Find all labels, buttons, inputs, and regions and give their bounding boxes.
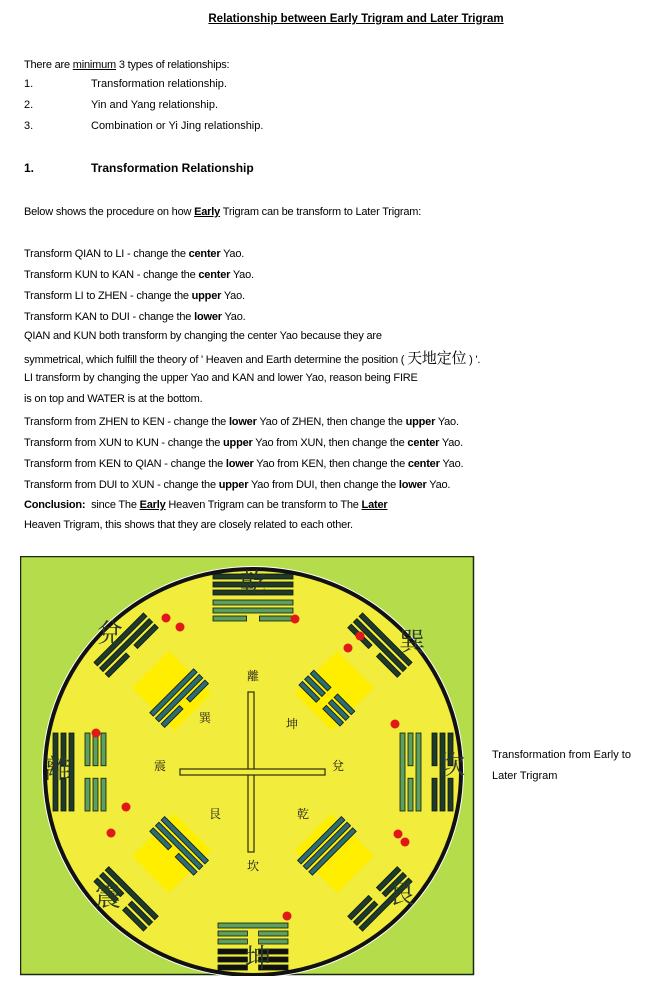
transform-yao: upper bbox=[223, 437, 253, 449]
inner-label-top: 離 bbox=[246, 669, 260, 683]
red-marker bbox=[176, 623, 185, 632]
procedure-intro bbox=[24, 206, 421, 218]
yao-broken bbox=[93, 733, 98, 766]
transform-text: Transform QIAN to LI - change the bbox=[24, 248, 189, 260]
yao-broken bbox=[218, 939, 247, 944]
red-marker bbox=[344, 644, 353, 653]
type-label: Transformation relationship. bbox=[91, 78, 227, 90]
transform-line bbox=[24, 479, 450, 491]
explanation-line: is on top and WATER is at the bottom. bbox=[24, 393, 203, 405]
transform-line bbox=[24, 248, 244, 260]
figure-caption-line-1: Transformation from Early to bbox=[492, 749, 631, 761]
transform-text: Yao. bbox=[426, 479, 451, 491]
inner-label-bottom: 坎 bbox=[246, 859, 260, 873]
yao-broken bbox=[93, 778, 98, 811]
transform-text: Transform KAN to DUI - change the bbox=[24, 311, 195, 323]
outer-label-top: 乾 bbox=[239, 569, 267, 599]
yao-broken bbox=[432, 778, 437, 811]
explanation-line: LI transform by changing the upper Yao and KAN and lower Yao, reason being FIRE bbox=[24, 372, 418, 384]
transform-yao: lower bbox=[398, 479, 427, 491]
yao-solid bbox=[213, 600, 293, 605]
yao-broken bbox=[218, 949, 247, 954]
transform-line bbox=[24, 311, 246, 323]
transform-text: Transform from XUN to KUN - change the bbox=[24, 437, 224, 449]
transform-text: Yao. bbox=[439, 437, 463, 449]
red-marker bbox=[283, 912, 292, 921]
page-title: Relationship between Early Trigram and Later Trigram bbox=[208, 13, 504, 25]
red-marker bbox=[356, 632, 365, 641]
transform-text: Yao. bbox=[220, 248, 245, 260]
transform-line bbox=[24, 290, 245, 302]
transform-line bbox=[24, 416, 459, 428]
figure-caption-line-2: Later Trigram bbox=[492, 770, 558, 782]
outer-label-right: 坎 bbox=[438, 751, 466, 781]
red-marker bbox=[107, 829, 116, 838]
transform-text: Yao. bbox=[221, 290, 245, 302]
procedure-intro-emphasis: Early bbox=[194, 206, 221, 218]
explanation-text: ) '. bbox=[466, 354, 481, 366]
horizontal-axis bbox=[180, 769, 325, 775]
procedure-intro-after: Trigram can be transform to Later Trigram: bbox=[220, 206, 422, 218]
transform-yao: upper bbox=[191, 290, 222, 302]
yao-broken bbox=[101, 733, 106, 766]
conclusion-later: Later bbox=[361, 499, 388, 511]
conclusion-text: Heaven Trigram can be transform to The bbox=[165, 499, 362, 511]
transform-text: Transform from DUI to XUN - change the bbox=[24, 479, 219, 491]
yao-broken bbox=[213, 616, 247, 621]
yao-broken bbox=[218, 931, 247, 936]
yao-broken bbox=[101, 778, 106, 811]
transform-yao: center bbox=[407, 458, 440, 470]
intro-before: There are bbox=[24, 59, 73, 71]
outer-label-bottom-right: 艮 bbox=[388, 880, 416, 910]
red-marker bbox=[401, 838, 410, 847]
yao-broken bbox=[85, 778, 90, 811]
type-number: 1. bbox=[24, 78, 34, 90]
transform-text: Transform LI to ZHEN - change the bbox=[24, 290, 192, 302]
explanation-line: QIAN and KUN both transform by changing the center Yao because they are bbox=[24, 330, 382, 342]
red-marker bbox=[394, 830, 403, 839]
type-number: 3. bbox=[24, 120, 34, 132]
yao-broken bbox=[85, 733, 90, 766]
transform-yao: center bbox=[198, 269, 231, 281]
transform-yao: upper bbox=[405, 416, 436, 428]
yao-solid bbox=[213, 608, 293, 613]
transform-text: Yao. bbox=[221, 311, 246, 323]
procedure-intro-before: Below shows the procedure on how bbox=[24, 206, 195, 218]
explanation-line bbox=[24, 347, 480, 368]
conclusion-line-2: Heaven Trigram, this shows that they are closely related to each other. bbox=[24, 519, 353, 531]
inner-label-bottom-left: 艮 bbox=[208, 807, 222, 821]
conclusion bbox=[24, 499, 387, 511]
inner-label-left: 震 bbox=[153, 759, 167, 773]
yao-broken bbox=[218, 965, 247, 970]
intro-text bbox=[24, 59, 229, 71]
intro-after: 3 types of relationships: bbox=[115, 59, 230, 71]
red-marker bbox=[391, 720, 400, 729]
section-heading: Transformation Relationship bbox=[91, 161, 254, 175]
outer-label-left: 離 bbox=[44, 755, 72, 785]
outer-label-top-right: 巽 bbox=[398, 628, 426, 658]
transform-yao: lower bbox=[194, 311, 222, 323]
transform-yao: lower bbox=[225, 458, 254, 470]
transform-text: Yao from XUN, then change the bbox=[252, 437, 408, 449]
yao-broken bbox=[259, 931, 288, 936]
red-marker bbox=[162, 614, 171, 623]
transform-text: Yao from KEN, then change the bbox=[253, 458, 408, 470]
transform-text: Yao of ZHEN, then change the bbox=[256, 416, 406, 428]
yao-solid bbox=[416, 733, 421, 811]
chinese-phrase: 天地定位 bbox=[407, 349, 467, 367]
yao-broken bbox=[408, 733, 413, 766]
type-number: 2. bbox=[24, 99, 34, 111]
yao-solid bbox=[218, 923, 288, 928]
yao-broken bbox=[259, 616, 293, 621]
yao-broken bbox=[448, 778, 453, 811]
red-marker bbox=[122, 803, 131, 812]
transform-yao: center bbox=[407, 437, 440, 449]
transform-text: Yao. bbox=[439, 458, 464, 470]
transform-line bbox=[24, 458, 463, 470]
outer-label-bottom: 坤 bbox=[244, 944, 272, 974]
transform-yao: lower bbox=[228, 416, 257, 428]
yao-broken bbox=[432, 733, 437, 766]
section-number: 1. bbox=[24, 161, 35, 175]
yao-solid bbox=[400, 733, 405, 811]
transform-text: Transform KUN to KAN - change the bbox=[24, 269, 199, 281]
conclusion-label: Conclusion: bbox=[24, 499, 86, 511]
trigram-transformation-diagram bbox=[20, 556, 475, 976]
transform-text: Transform from KEN to QIAN - change the bbox=[24, 458, 226, 470]
yao-broken bbox=[408, 778, 413, 811]
transform-yao: upper bbox=[218, 479, 249, 491]
type-label: Yin and Yang relationship. bbox=[91, 99, 218, 111]
transform-line bbox=[24, 437, 463, 449]
outer-label-top-left: 兌 bbox=[96, 619, 124, 649]
conclusion-text: since The bbox=[85, 499, 140, 511]
transform-line bbox=[24, 269, 254, 281]
transform-text: Yao. bbox=[435, 416, 459, 428]
explanation-text: symmetrical, which fulfill the theory of ' Heaven and Earth determine the position ( bbox=[24, 354, 408, 366]
inner-label-bottom-right: 乾 bbox=[296, 807, 310, 821]
conclusion-early: Early bbox=[139, 499, 166, 511]
red-marker bbox=[92, 729, 101, 738]
type-label: Combination or Yi Jing relationship. bbox=[91, 120, 264, 132]
red-marker bbox=[291, 615, 300, 624]
inner-label-top-left: 巽 bbox=[198, 711, 212, 725]
yao-broken bbox=[218, 957, 247, 962]
intro-emphasis: minimum bbox=[72, 59, 116, 71]
inner-label-top-right: 坤 bbox=[285, 717, 299, 731]
transform-text: Transform from ZHEN to KEN - change the bbox=[24, 416, 229, 428]
transform-yao: center bbox=[188, 248, 221, 260]
transform-text: Yao from DUI, then change the bbox=[248, 479, 399, 491]
outer-label-bottom-left: 震 bbox=[94, 883, 122, 913]
transform-text: Yao. bbox=[230, 269, 254, 281]
inner-label-right: 兌 bbox=[331, 759, 345, 773]
